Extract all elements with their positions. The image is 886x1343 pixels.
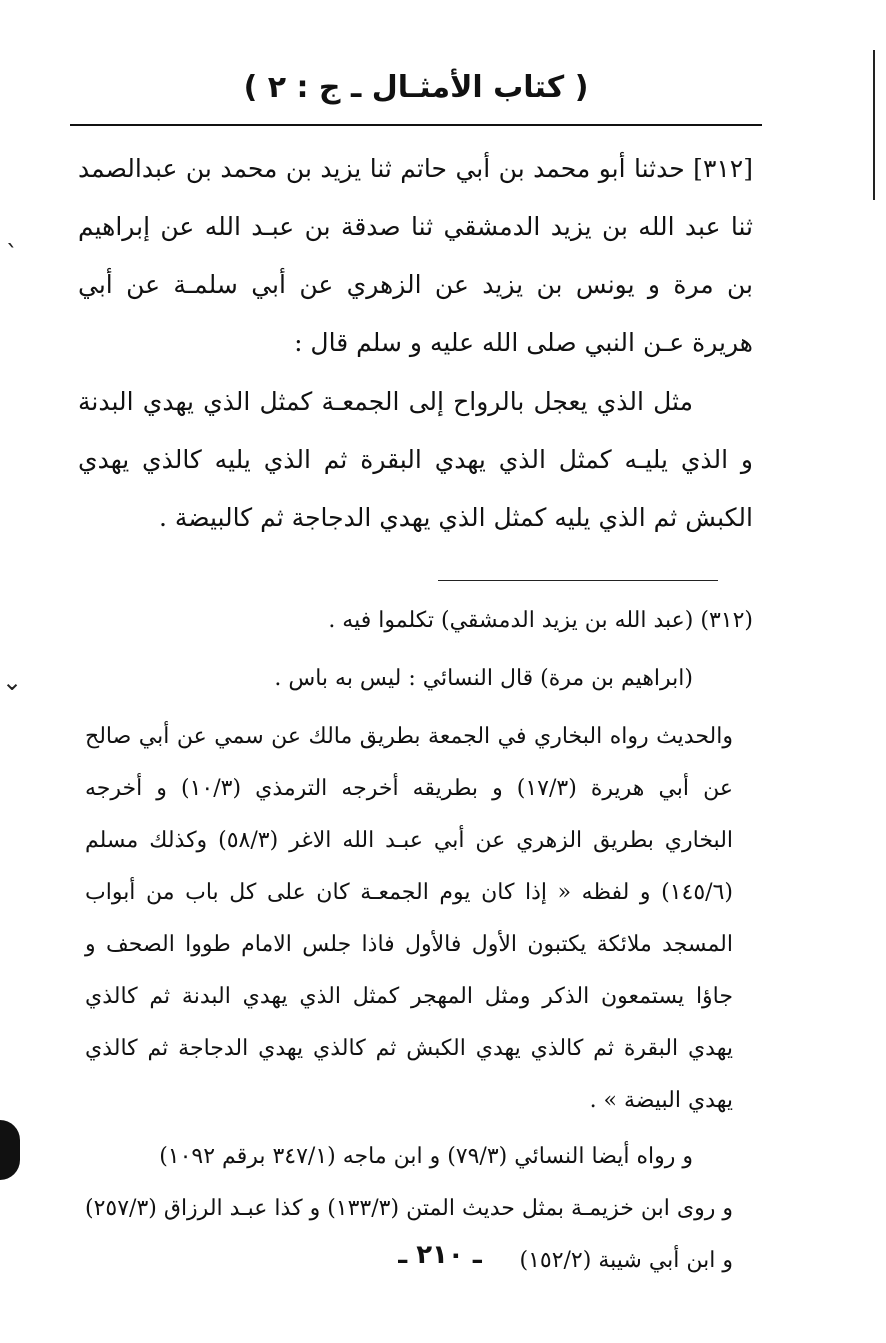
margin-ink-blot xyxy=(0,1120,20,1180)
header-rule xyxy=(70,124,762,126)
footnote-narrator-1: (٣١٢) (عبد الله بن يزيد الدمشقي) تكلموا فيه . xyxy=(328,608,753,633)
footnote-narrator-2: (ابراهيم بن مرة) قال النسائي : ليس به باس . xyxy=(274,666,693,691)
hadith-matn: مثل الذي يعجل بالرواح إلى الجمعـة كمثل الذي يهدي البدنة و الذي يليـه كمثل الذي يهدي البقرة ثم الذي يليه كالذي يهدي الكبش ثم الذي يليه كمثل الذي يهدي الدجاجة ثم كالبيضة . xyxy=(78,387,753,532)
hadith-isnad: [٣١٢] حدثنا أبو محمد بن أبي حاتم ثنا يزيد بن محمد بن عبدالصمد ثنا عبد الله بن يزيد الدمشقي ثنا صدقة بن عبـد الله عن إبراهيم بن مرة و يونس بن يزيد عن الزهري عن أبي سلمـة عن أبي هريرة عـن النبي صلى الله عليه و سلم قال : xyxy=(78,154,753,357)
page-header-title: ( كتاب الأمثـال ـ ج : ٢ ) xyxy=(243,70,589,105)
footnote-separator xyxy=(438,580,718,581)
margin-mark-top: ˎ xyxy=(6,220,18,248)
page-number: ـ ٢١٠ ـ xyxy=(398,1240,482,1270)
margin-mark-middle: ⌄ xyxy=(2,668,23,696)
footnote-other-sources-1: و رواه أيضا النسائي (٧٩/٣) و ابن ماجه (٣٤٧/١ برقم ١٠٩٢) xyxy=(159,1144,693,1169)
footnote-takhrij: والحديث رواه البخاري في الجمعة بطريق مالك عن سمي عن أبي صالح عن أبي هريرة (١٧/٣) و بطريقه أخرجه الترمذي (١٠/٣) و أخرجه البخاري بطريق الزهري عن أبي عبـد الله الاغر (٥٨/٣) وكذلك مسلم (١٤٥/٦) و لفظه « إذا كان يوم الجمعـة كان على كل باب من أبواب المسجد ملائكة يكتبون الأول فالأول فاذا جلس الامام طووا الصحف و جاؤا يستمعون الذكر ومثل المهجر كمثل الذي يهدي البدنة ثم كالذي يهدي البقرة ثم كالذي يهدي الكبش ثم كالذي يهدي الدجاجة ثم كالذي يهدي البيضة » . xyxy=(85,724,734,1113)
footnotes xyxy=(85,595,753,1287)
page-edge-line xyxy=(873,50,875,200)
footnote-other-sources-2: و روى ابن خزيمـة بمثل حديث المتن (١٣٣/٣) و كذا عبـد الرزاق (٢٥٧/٣) و ابن أبي شيبة (١٥٢/٢) xyxy=(85,1196,733,1273)
